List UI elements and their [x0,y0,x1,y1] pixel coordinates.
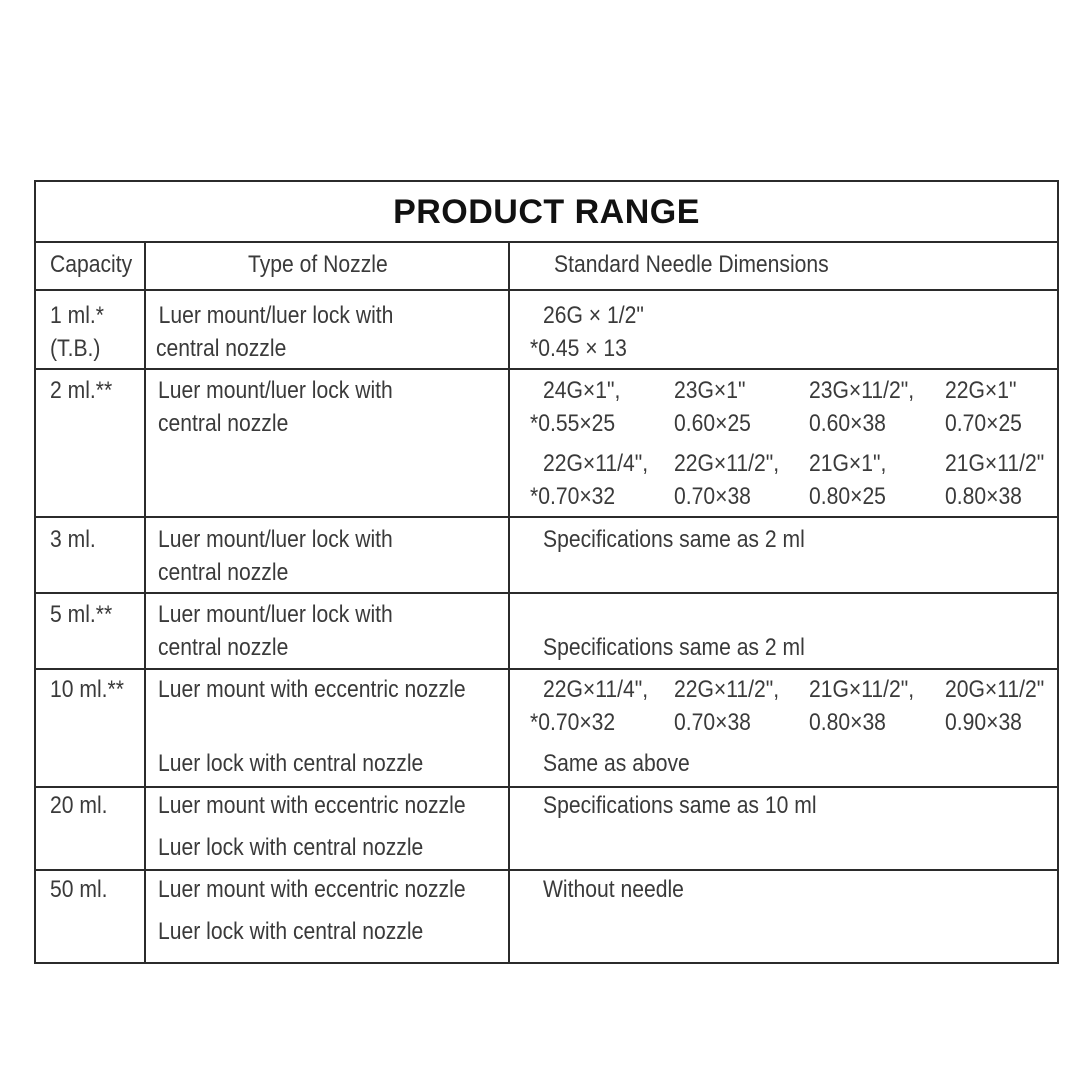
row-5-nozzle-1: Luer mount with eccentric nozzle [158,676,466,703]
rule-col-1 [144,241,146,962]
needle-mm: 0.80×38 [809,709,886,736]
rule-col-2 [508,241,510,962]
header-nozzle: Type of Nozzle [248,251,388,278]
needle-mm: 0.60×25 [674,410,751,437]
row-1-capacity: 1 ml.* (T.B.) [50,302,104,362]
needle-gauge: 22G×11/2", [674,450,780,477]
needle-gauge: 20G×11/2" [945,676,1045,703]
needle-mm: 0.70×38 [674,709,751,736]
row-5-capacity: 10 ml.** [50,676,124,703]
row-6-capacity: 20 ml. [50,792,108,819]
rule-row-5 [36,786,1057,788]
needle-gauge: 21G×1", [809,450,887,477]
table-title: PRODUCT RANGE [393,192,700,231]
row-7-nozzle-1: Luer mount with eccentric nozzle [158,876,466,903]
row-4-nozzle: Luer mount/luer lock with central nozzle [158,601,393,661]
rule-title [36,241,1057,243]
needle-gauge: 24G×1", [543,377,621,404]
row-1-mm: *0.45 × 13 [530,335,627,362]
needle-mm: *0.55×25 [530,410,616,437]
row-3-capacity: 3 ml. [50,526,96,553]
row-1-nozzle: Luer mount/luer lock with central nozzle [156,302,394,362]
row-2-capacity: 2 ml.** [50,377,113,404]
rule-row-6 [36,869,1057,871]
row-7-nozzle-2: Luer lock with central nozzle [158,918,424,945]
needle-gauge: 21G×11/2" [945,450,1045,477]
needle-gauge: 21G×11/2", [809,676,915,703]
row-4-capacity: 5 ml.** [50,601,113,628]
needle-gauge: 22G×11/4", [543,450,649,477]
row-2-nozzle: Luer mount/luer lock with central nozzle [158,377,393,437]
needle-mm: 0.60×38 [809,410,886,437]
row-3-needle: Specifications same as 2 ml [543,526,805,553]
needle-mm: 0.70×25 [945,410,1022,437]
needle-mm: *0.70×32 [530,709,616,736]
row-3-nozzle: Luer mount/luer lock with central nozzle [158,526,393,586]
needle-gauge: 22G×1" [945,377,1017,404]
needle-mm: 0.70×38 [674,483,751,510]
row-6-nozzle-1: Luer mount with eccentric nozzle [158,792,466,819]
needle-gauge: 23G×1" [674,377,746,404]
header-needle: Standard Needle Dimensions [554,251,829,278]
needle-mm: 0.80×25 [809,483,886,510]
rule-row-4 [36,668,1057,670]
row-1-gauge: 26G × 1/2" [543,302,644,329]
product-range-table [34,180,1059,964]
needle-gauge: 22G×11/4", [543,676,649,703]
needle-mm: 0.90×38 [945,709,1022,736]
needle-mm: *0.70×32 [530,483,616,510]
row-6-needle: Specifications same as 10 ml [543,792,817,819]
row-6-nozzle-2: Luer lock with central nozzle [158,834,424,861]
row-4-needle: Specifications same as 2 ml [543,634,805,661]
rule-row-2 [36,516,1057,518]
row-5-nozzle-2: Luer lock with central nozzle [158,750,424,777]
rule-header [36,289,1057,291]
row-7-needle: Without needle [543,876,684,903]
needle-gauge: 22G×11/2", [674,676,780,703]
rule-row-1 [36,368,1057,370]
row-5-needle-note: Same as above [543,750,690,777]
needle-mm: 0.80×38 [945,483,1022,510]
header-capacity: Capacity [50,251,133,278]
needle-gauge: 23G×11/2", [809,377,915,404]
row-7-capacity: 50 ml. [50,876,108,903]
rule-row-3 [36,592,1057,594]
